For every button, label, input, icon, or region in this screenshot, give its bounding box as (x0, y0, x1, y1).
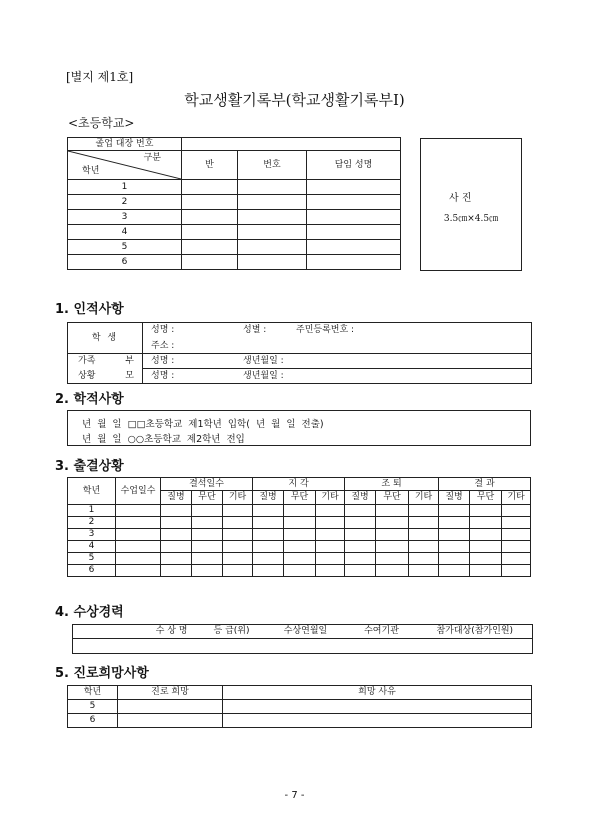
col-header-number: 번호 (238, 151, 307, 180)
career-table (67, 685, 532, 728)
photo-label: 사 진 (449, 193, 472, 204)
grade-cell: 1 (68, 180, 182, 195)
section4-heading: 4. 수상경력 (55, 605, 124, 620)
family-father-label: 가족 부 (68, 354, 143, 369)
sub-header: 기타 (502, 491, 531, 505)
sub-header: 기타 (409, 491, 439, 505)
address-field: 주소 : (151, 341, 175, 351)
academic-record-box (67, 410, 531, 446)
col-header-class: 반 (182, 151, 238, 180)
sub-header: 무단 (284, 491, 316, 505)
attendance-grade-header: 학년 (68, 478, 116, 505)
page-title: 학교생활기록부(학교생활기록부Ⅰ) (184, 91, 405, 109)
grade-cell: 5 (68, 700, 118, 714)
grade-cell: 3 (68, 210, 182, 225)
awards-table (72, 624, 533, 654)
career-hope-header: 진로 희망 (118, 686, 223, 700)
grade-cell: 6 (68, 714, 118, 728)
grade-cell: 4 (68, 225, 182, 240)
sub-header: 무단 (470, 491, 502, 505)
mother-birth-field: 생년월일 : (243, 371, 284, 381)
career-grade-header: 학년 (68, 686, 118, 700)
award-name-header: 수 상 명 (73, 625, 198, 639)
grade-cell: 3 (68, 529, 116, 541)
gender-field: 성별 : (243, 325, 267, 335)
sub-header: 질병 (161, 491, 192, 505)
award-row (73, 639, 533, 654)
sub-header: 기타 (223, 491, 253, 505)
sub-header: 질병 (345, 491, 376, 505)
career-reason-header: 희망 사유 (223, 686, 532, 700)
award-date-header: 수상연월일 (266, 625, 346, 639)
sub-header: 질병 (439, 491, 470, 505)
attendance-table (67, 477, 531, 577)
father-birth-field: 생년월일 : (243, 356, 284, 366)
student-label: 학 생 (68, 323, 143, 354)
graduation-no-cell (182, 138, 401, 151)
graduation-no-label: 졸업 대장 번호 (68, 138, 182, 151)
award-issuer-header: 수여기관 (346, 625, 418, 639)
sub-header: 무단 (376, 491, 409, 505)
grade-cell: 2 (68, 517, 116, 529)
grade-cell: 5 (68, 240, 182, 255)
class-table (67, 137, 401, 270)
grade-cell: 2 (68, 195, 182, 210)
page-number: - 7 - (284, 790, 305, 801)
section5-heading: 5. 진로희망사항 (55, 666, 149, 681)
diagonal-header-cell (68, 151, 182, 180)
corner-bottom-label: 학년 (82, 166, 100, 176)
award-participants-header: 참가대상(참가인원) (418, 625, 533, 639)
absence-header: 결석일수 (161, 478, 253, 491)
corner-top-label: 구분 (143, 153, 161, 163)
mother-name-field: 성명 : (151, 371, 175, 381)
grade-cell: 6 (68, 565, 116, 577)
sub-header: 무단 (192, 491, 223, 505)
personal-info-table (67, 322, 532, 384)
grade-cell: 5 (68, 553, 116, 565)
school-level-label: <초등학교> (68, 116, 135, 130)
grade-cell: 6 (68, 255, 182, 270)
section3-heading: 3. 출결상황 (55, 459, 124, 474)
school-days-header: 수업일수 (116, 478, 161, 505)
tardy-header: 지 각 (253, 478, 345, 491)
section2-heading: 2. 학적사항 (55, 392, 124, 407)
academic-record-line1: 년 월 일 □□초등학교 제1학년 입학( 년 월 일 전출) (82, 419, 324, 430)
col-header-teacher: 담임 성명 (307, 151, 401, 180)
resident-no-field: 주민등록번호 : (296, 325, 355, 335)
award-grade-header: 등 급(위) (198, 625, 266, 639)
family-mother-label: 상황 모 (68, 369, 143, 384)
name-field: 성명 : (151, 325, 175, 335)
sub-header: 기타 (316, 491, 345, 505)
missed-class-header: 결 과 (439, 478, 531, 491)
photo-size: 3.5㎝×4.5㎝ (443, 214, 499, 224)
academic-record-line2: 년 월 일 ○○초등학교 제2학년 전입 (82, 434, 245, 445)
section1-heading: 1. 인적사항 (55, 302, 124, 317)
father-name-field: 성명 : (151, 356, 175, 366)
attachment-label: [별지 제1호] (66, 70, 134, 84)
photo-box (420, 138, 522, 271)
early-leave-header: 조 퇴 (345, 478, 439, 491)
grade-cell: 4 (68, 541, 116, 553)
grade-cell: 1 (68, 505, 116, 517)
sub-header: 질병 (253, 491, 284, 505)
